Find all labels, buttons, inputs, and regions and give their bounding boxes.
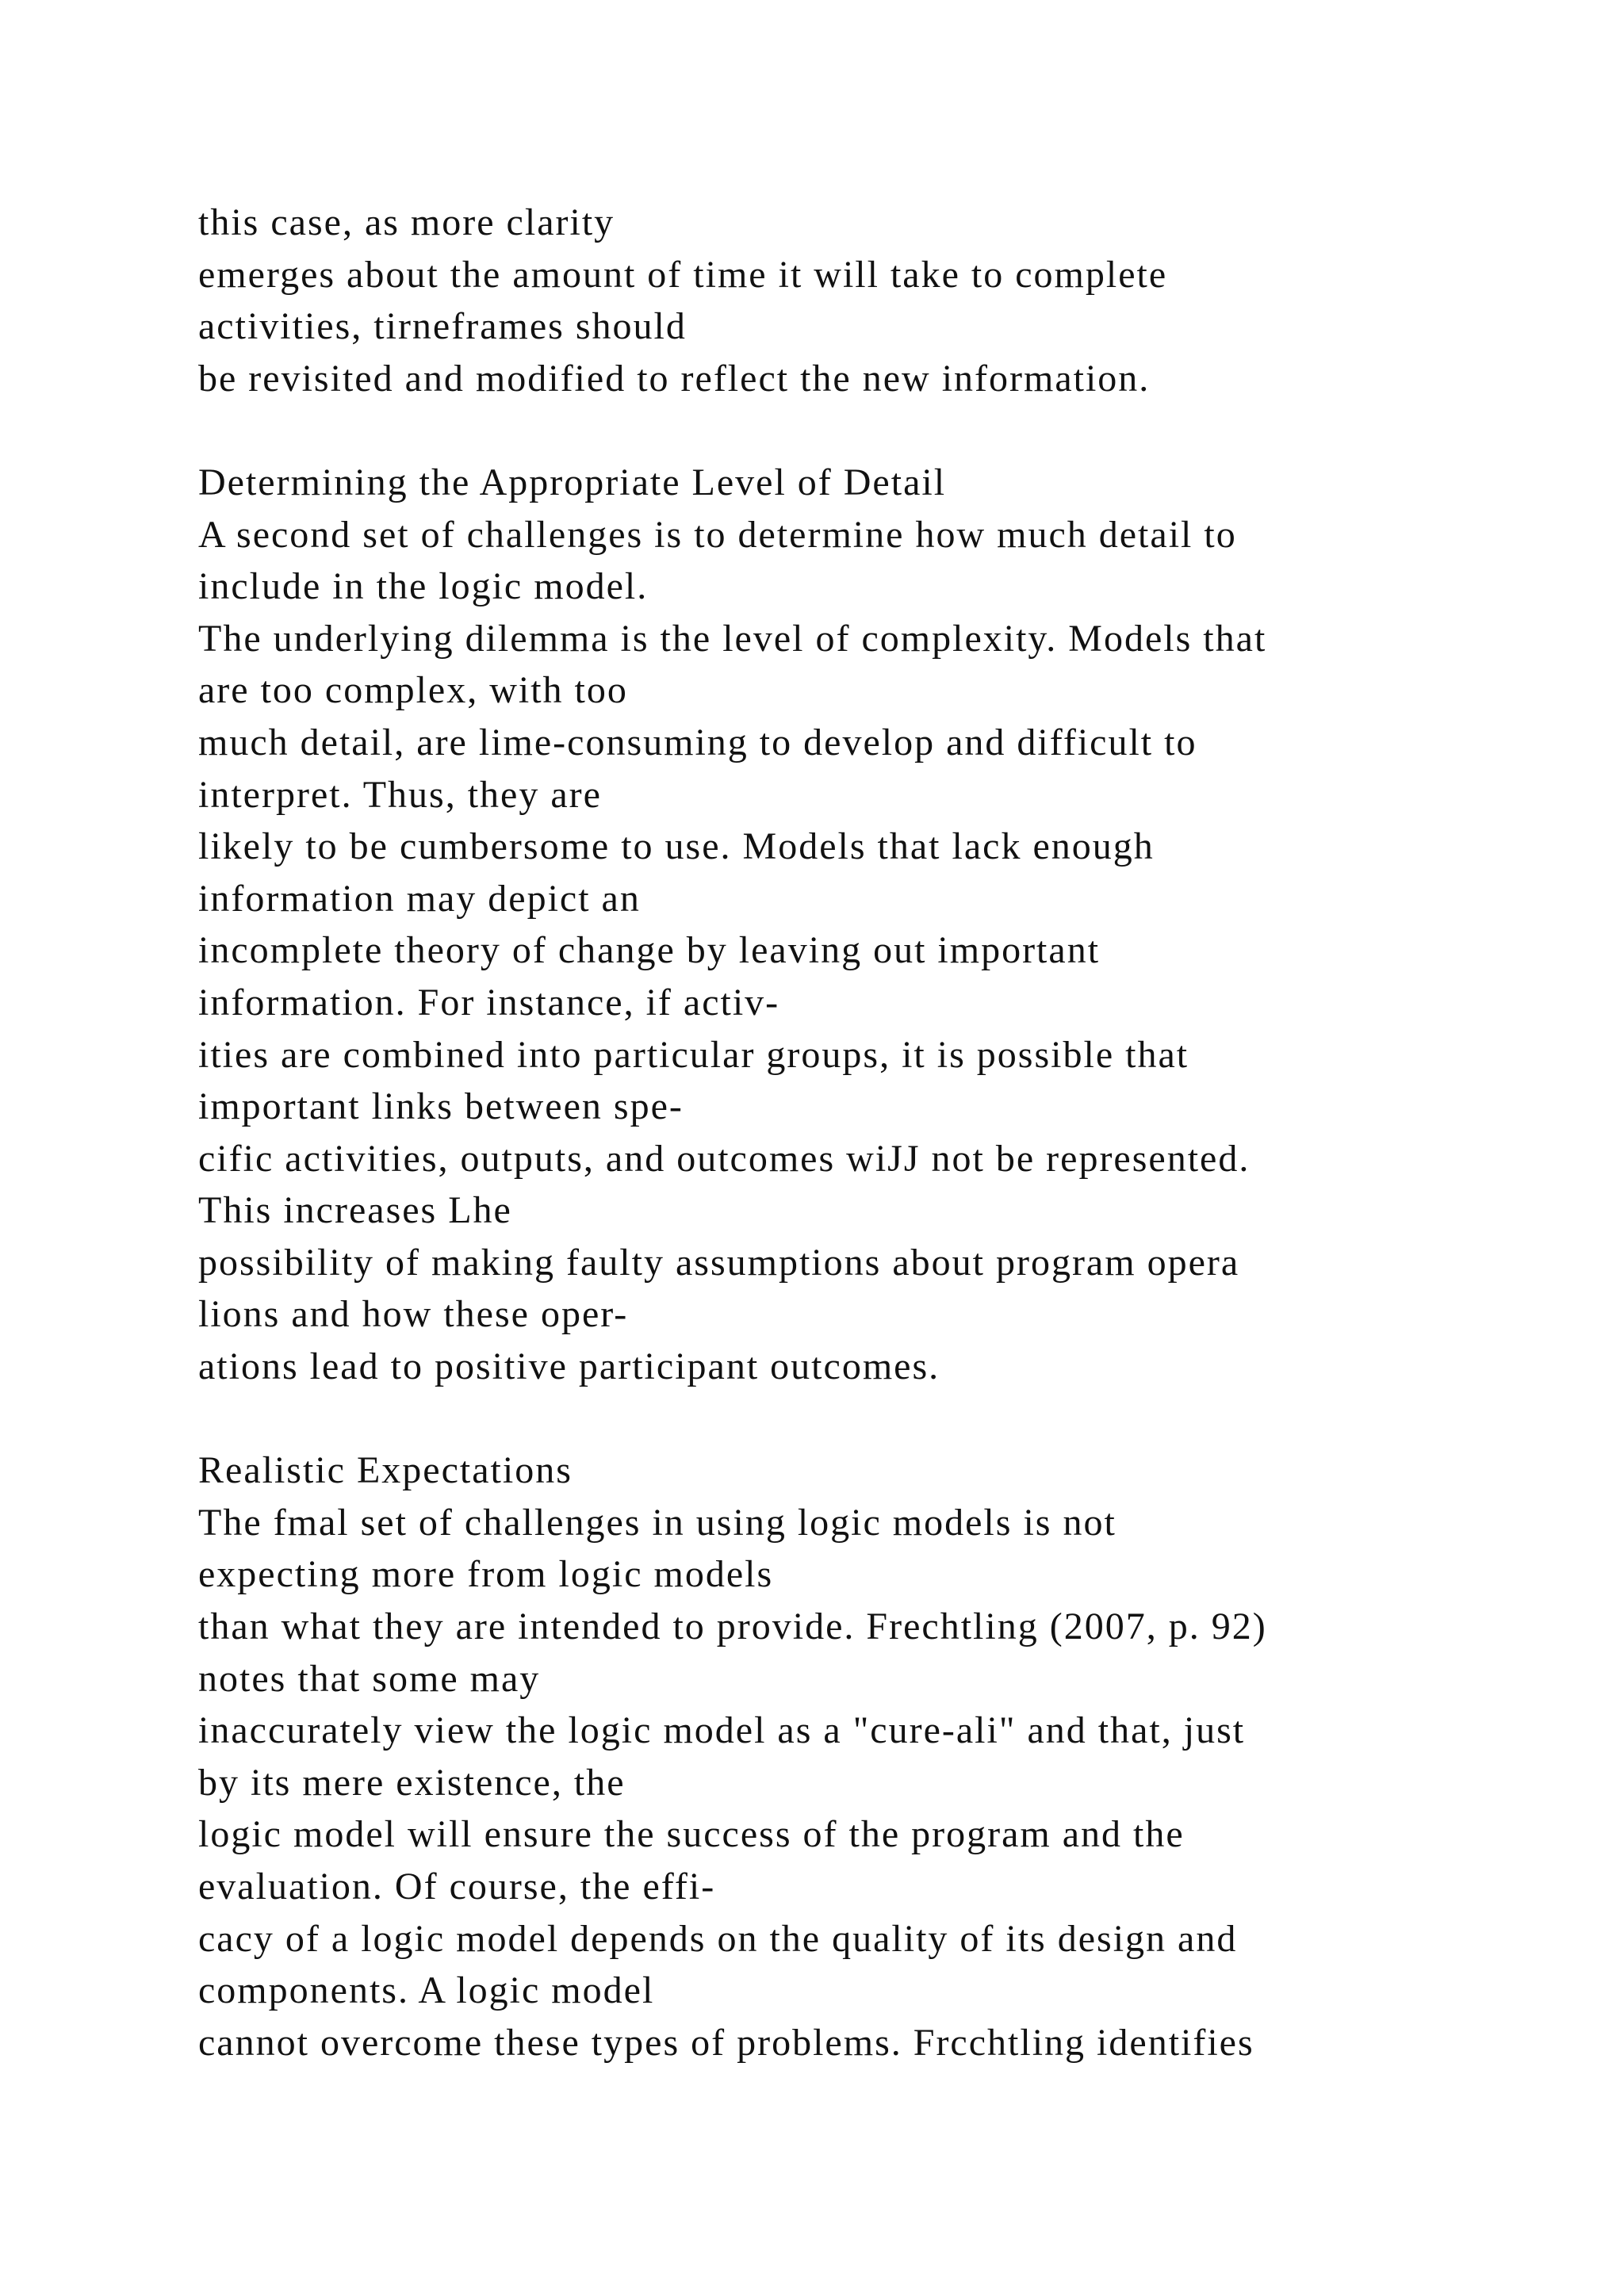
text-line: cannot overcome these types of problems. Frcchtling identifies [198,2021,1254,2064]
text-line: expecting more from logic models [198,1553,774,1596]
text-line: be revisited and modified to reflect the new information. [198,357,1151,400]
text-line: ations lead to positive participant outcomes. [198,1345,940,1388]
section-heading: Determining the Appropriate Level of Detail [198,461,947,503]
text-line: likely to be cumbersome to use. Models that lack enough [198,825,1155,868]
text-line: ities are combined into particular groups, it is possible that [198,1033,1189,1076]
text-line: cacy of a logic model depends on the quality of its design and [198,1917,1238,1960]
text-line: cific activities, outputs, and outcomes wiJJ not be represented. [198,1137,1251,1180]
text-line: possibility of making faulty assumptions about program opera [198,1241,1240,1284]
text-line: A second set of challenges is to determine how much detail to [198,513,1237,556]
section-heading: Realistic Expectations [198,1449,573,1492]
text-line: The fmal set of challenges in using logic models is not [198,1501,1116,1544]
text-line: important links between spe- [198,1085,684,1128]
paragraph-spacer [198,1393,1562,1445]
text-line: components. A logic model [198,1969,655,2012]
text-line: inaccurately view the logic model as a "cure-ali" and that, just [198,1709,1246,1752]
paragraph-spacer [198,404,1562,457]
text-line: lions and how these oper- [198,1293,629,1336]
text-line: information. For instance, if activ- [198,981,780,1024]
text-line: include in the logic model. [198,565,649,608]
document-body-text [198,197,1562,2068]
text-line: interpret. Thus, they are [198,773,602,816]
text-line: activities, tirneframes should [198,305,687,348]
text-line: much detail, are lime-consuming to develop and difficult to [198,721,1197,763]
text-line: notes that some may [198,1657,541,1700]
text-line: evaluation. Of course, the effi- [198,1866,716,1908]
text-line: by its mere existence, the [198,1761,626,1804]
text-line: incomplete theory of change by leaving out important [198,929,1101,972]
text-line: The underlying dilemma is the level of complexity. Models that [198,617,1267,660]
text-line: logic model will ensure the success of the program and the [198,1813,1185,1856]
text-line: are too complex, with too [198,669,628,712]
text-line: This increases Lhe [198,1189,512,1232]
text-line: than what they are intended to provide. Frechtling (2007, p. 92) [198,1605,1267,1648]
text-line: this case, as more clarity [198,201,615,243]
text-line: emerges about the amount of time it will take to complete [198,253,1168,296]
text-line: information may depict an [198,877,641,920]
